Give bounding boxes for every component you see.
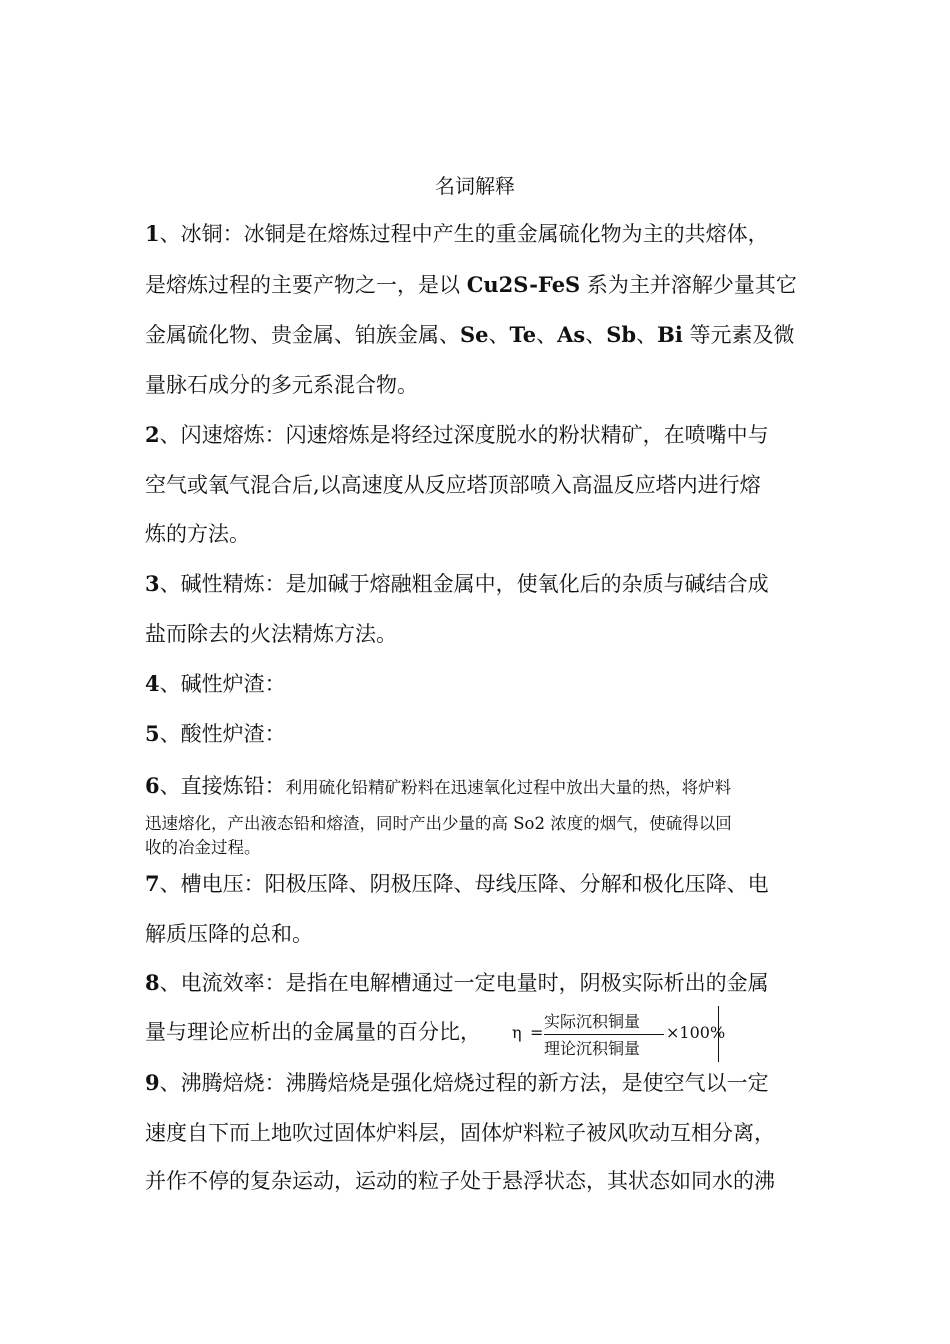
entry-text: 空气或氧气混合后,以高速度从反应塔顶部喷入高温反应塔内进行熔 bbox=[145, 473, 761, 497]
entry-term: 、碱性精炼： bbox=[159, 572, 286, 596]
entry-number: 3 bbox=[145, 571, 160, 596]
entry-number: 6 bbox=[145, 773, 160, 798]
equals-sign: = bbox=[530, 1023, 544, 1042]
entry-1-line-1 bbox=[145, 219, 810, 249]
separator: 、 bbox=[636, 323, 658, 347]
entry-2-line-2 bbox=[145, 470, 810, 500]
entry-text: 盐而除去的火法精炼方法。 bbox=[145, 622, 397, 646]
entry-text: 等元素及微 bbox=[682, 323, 795, 347]
entry-text: 阳极压降、阴极压降、母线压降、分解和极化压降、电 bbox=[264, 872, 769, 896]
entry-1-line-4 bbox=[145, 370, 810, 400]
entry-text: 迅速熔化，产出液态铅和熔渣，同时产出少量的高 So2 浓度的烟气，使硫得以回 bbox=[145, 814, 732, 833]
element-symbol: Bi bbox=[657, 322, 683, 347]
entry-term: 、电流效率： bbox=[159, 971, 286, 995]
entry-8-line-1 bbox=[145, 968, 810, 998]
entry-4-line-1 bbox=[145, 669, 810, 699]
entry-term: 、碱性炉渣： bbox=[159, 672, 286, 696]
eta-symbol: η bbox=[512, 1023, 522, 1042]
entry-term: 、直接炼铅： bbox=[159, 774, 286, 798]
entry-9-line-3 bbox=[145, 1166, 810, 1196]
entry-2-line-1 bbox=[145, 420, 810, 450]
fraction-bar bbox=[544, 1034, 664, 1035]
separator: 、 bbox=[585, 323, 607, 347]
entry-text: 量脉石成分的多元系混合物。 bbox=[145, 373, 418, 397]
entry-7-line-1 bbox=[145, 869, 810, 899]
entry-text: 系为主并溶解少量其它 bbox=[580, 273, 797, 297]
entry-text: 并作不停的复杂运动，运动的粒子处于悬浮状态，其状态如同水的沸 bbox=[145, 1169, 775, 1193]
entry-6-line-1 bbox=[145, 771, 810, 801]
entry-text: 是加碱于熔融粗金属中，使氧化后的杂质与碱结合成 bbox=[285, 572, 769, 596]
entry-9-line-2 bbox=[145, 1118, 810, 1148]
separator: 、 bbox=[536, 323, 558, 347]
entry-3-line-2 bbox=[145, 619, 810, 649]
entry-text: 量与理论应析出的金属量的百分比， bbox=[145, 1020, 481, 1044]
entry-text: 解质压降的总和。 bbox=[145, 922, 313, 946]
entry-text: 是指在电解槽通过一定电量时，阴极实际析出的金属 bbox=[285, 971, 769, 995]
entry-5-line-1 bbox=[145, 719, 810, 749]
element-symbol: Sb bbox=[606, 322, 637, 347]
entry-number: 7 bbox=[145, 871, 160, 896]
entry-1-line-3 bbox=[145, 320, 810, 350]
entry-9-line-1 bbox=[145, 1068, 810, 1098]
entry-7-line-2 bbox=[145, 919, 810, 949]
entry-term: 、闪速熔炼： bbox=[159, 423, 286, 447]
formula-numerator: 实际沉积铜量 bbox=[544, 1012, 641, 1031]
entry-1-line-2 bbox=[145, 270, 810, 300]
entry-text: 沸腾焙烧是强化焙烧过程的新方法，是使空气以一定 bbox=[285, 1071, 769, 1095]
entry-text: 速度自下而上地吹过固体炉料层，固体炉料粒子被风吹动互相分离， bbox=[145, 1121, 775, 1145]
entry-term: 、沸腾焙烧： bbox=[159, 1071, 286, 1095]
entry-6-line-2 bbox=[145, 812, 810, 836]
document-title: 名词解释 bbox=[435, 174, 515, 198]
element-symbol: As bbox=[557, 322, 586, 347]
entry-text: 闪速熔炼是将经过深度脱水的粉状精矿，在喷嘴中与 bbox=[285, 423, 769, 447]
entry-number: 1 bbox=[145, 221, 160, 246]
entry-2-line-3 bbox=[145, 519, 810, 549]
entry-term: 、酸性炉渣： bbox=[159, 722, 286, 746]
entry-text: 金属硫化物、贵金属、铂族金属、 bbox=[145, 323, 460, 347]
entry-number: 9 bbox=[145, 1070, 160, 1095]
entry-6-line-3 bbox=[145, 836, 810, 860]
formula-denominator: 理论沉积铜量 bbox=[544, 1039, 641, 1058]
entry-number: 8 bbox=[145, 970, 160, 995]
separator: 、 bbox=[488, 323, 510, 347]
entry-term: 、冰铜： bbox=[159, 222, 244, 246]
entry-text: 收的冶金过程。 bbox=[145, 838, 261, 857]
entry-number: 2 bbox=[145, 422, 160, 447]
formula-text: Cu2S-FeS bbox=[466, 272, 581, 297]
formula-frame-edge bbox=[718, 1006, 719, 1062]
entry-text: 利用硫化铅精矿粉料在迅速氧化过程中放出大量的热，将炉料 bbox=[285, 778, 732, 797]
current-efficiency-formula bbox=[508, 1006, 726, 1062]
entry-term: 、槽电压： bbox=[159, 872, 265, 896]
entry-text: 冰铜是在熔炼过程中产生的重金属硫化物为主的共熔体， bbox=[243, 222, 769, 246]
entry-text: 炼的方法。 bbox=[145, 522, 250, 546]
entry-text: 是熔炼过程的主要产物之一，是以 bbox=[145, 273, 467, 297]
entry-3-line-1 bbox=[145, 569, 810, 599]
entry-number: 4 bbox=[145, 671, 160, 696]
element-symbol: Se bbox=[460, 322, 489, 347]
formula-multiplier: ×100% bbox=[666, 1023, 726, 1042]
element-symbol: Te bbox=[509, 322, 537, 347]
entry-number: 5 bbox=[145, 721, 160, 746]
